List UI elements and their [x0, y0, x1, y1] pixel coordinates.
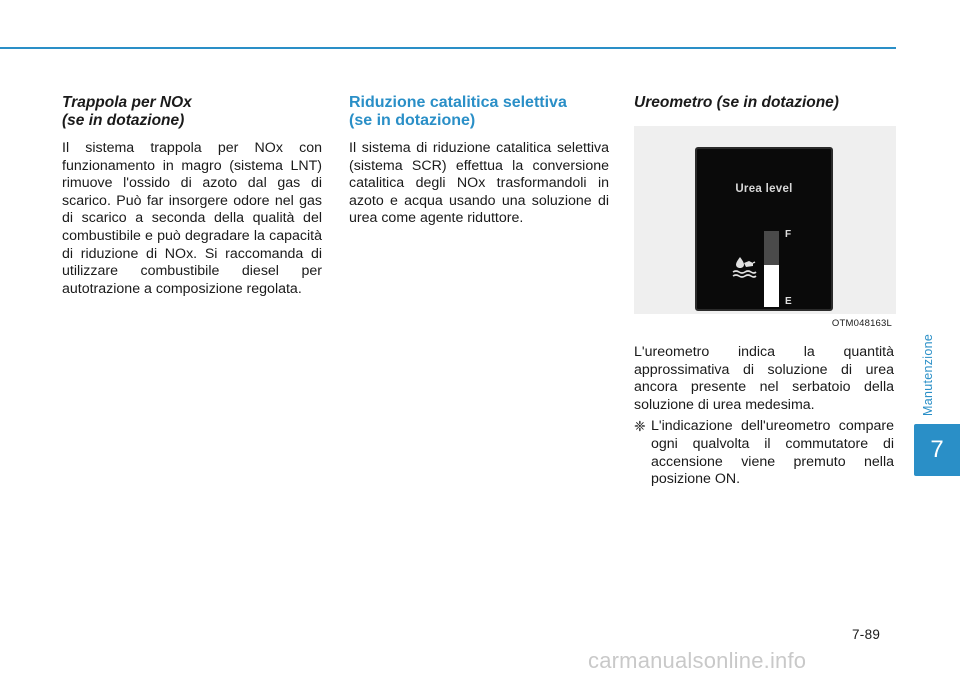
note-text: L'indicazione dell'ureometro compare ogni qualvolta il commutatore di accensione viene premuto nella posizione ON. [651, 418, 894, 488]
section-scr [349, 94, 609, 228]
note [634, 418, 894, 488]
section-title-line: Riduzione catalitica selettiva [349, 94, 567, 111]
section-title-line: (se in dotazione) [349, 112, 476, 129]
gauge-empty-label: E [785, 296, 792, 307]
section-body: Il sistema di riduzione catalitica selettiva (sistema SCR) effettua la conversione catalitica degli NOx trasformandoli in azoto e acqua usando una soluzione di urea come agente riduttore. [349, 140, 609, 227]
figure-caption: OTM048163L [831, 318, 892, 329]
section-urea-gauge [634, 94, 894, 489]
watermark: carmanualsonline.info [588, 648, 807, 673]
chapter-section-label: Manutenzione [921, 333, 935, 417]
section-body: L'ureometro indica la quantità approssimativa di soluzione di urea ancora presente nel serbatoio della soluzione di urea medesima. [634, 344, 894, 413]
header-rule [0, 47, 896, 49]
urea-level-fill [764, 265, 779, 307]
section-title-line: (se in dotazione) [62, 112, 185, 129]
section-title [349, 94, 609, 130]
page-number: 7-89 [852, 627, 881, 642]
section-nox-trap [62, 94, 322, 298]
gauge-full-label: F [785, 229, 792, 240]
display-title: Urea level [735, 183, 793, 195]
urea-level-bar [764, 231, 779, 307]
figure [634, 126, 894, 328]
cluster-display [695, 147, 833, 311]
urea-gauge-illustration [634, 126, 896, 314]
section-body: Il sistema trappola per NOx con funzionamento in magro (sistema LNT) rimuove l'ossido di azoto dal gas di scarico. Può far insorgere odore nel gas di scarico a seconda della qualità del combustibile e può degradare la capacità di riduzione di NOx. Si raccomanda di utilizzare combustibile diesel per autotrazione a composizione regolata. [62, 140, 322, 297]
section-title [62, 94, 322, 130]
urea-fluid-icon [731, 254, 757, 280]
chapter-tab: 7 [914, 424, 960, 476]
note-marker-icon: ❈ [634, 418, 646, 435]
section-title-line: Trappola per NOx [62, 94, 192, 111]
section-title: Ureometro (se in dotazione) [634, 94, 839, 111]
